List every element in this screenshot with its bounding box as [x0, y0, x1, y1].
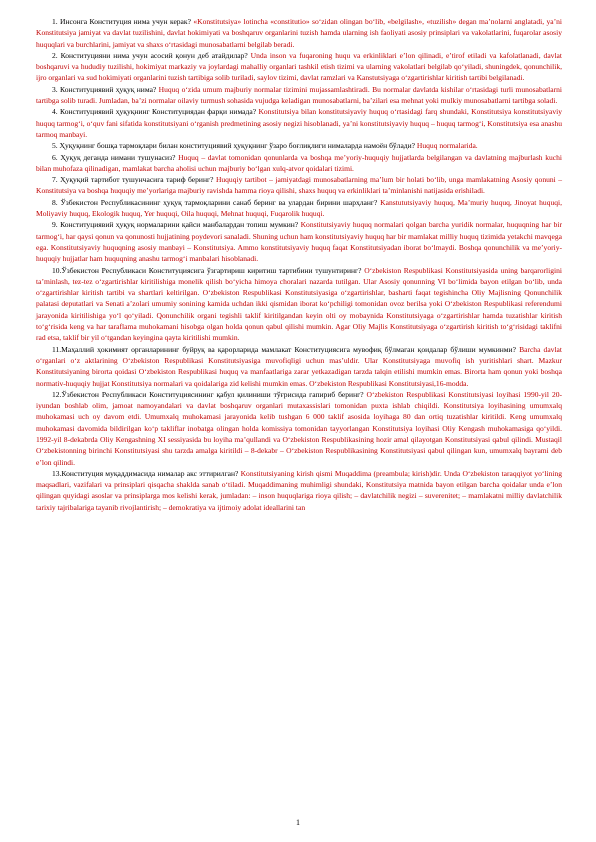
answer-text: Barcha davlat o‘rganlari o‘z aktlarining O‘zbekiston Respublikasi Konstitutsiyasiga muvofiqligi uchun mas’uldir. Ular Konstitutsiyaga muvofiq ish yuritishlari shart. Mazkur Konstitutsiyaning birorta qoidasi O‘zbekiston Respublikasi huquq va manfaatlariga zarar yetkazadigan tarzda talqin etilishi mumkin emas. Birorta ham qonun yoki boshqa normativ-huquqiy hujjat Konstitutsiya normalari va qoidalariga zid kelishi mumkin emas. O‘zbekiston Respublikasi Konstitutsiyasi,16-modda.: [36, 344, 562, 388]
answer-text: Huquqiy tartibot – jamiyatdagi munosabatlarning ma’lum bir holati bo‘lib, unga mamlakatning Asosiy qonuni – Konstitutsiya va boshqa huquqiy me’yorlariga majburiy ravishda hamma rioya qilishi, shaxs huquq va erkinliklari ta’minlanishi natijasida erishiladi.: [36, 175, 562, 196]
qa-item-10: [36, 265, 562, 344]
qa-item-12: [36, 389, 562, 468]
qa-item-7: [36, 174, 562, 197]
qa-item-13: [36, 468, 562, 513]
answer-text: Huquq normalarida.: [416, 141, 478, 151]
answer-text: Kanstututsiyaviy huquq, Ma’muriy huquq, Jinoyat huquqi, Moliyaviy huquq, Ekologik huquq, Yer huquqi, Oila huquqi, Mehnat huquqi, Fuqarolik huquqi.: [36, 197, 563, 219]
question-text: 5. Ҳуқуқнинг бошқа тармоқлари билан конституциявий ҳуқуқнинг ўзаро боғлиқлиги нималарда намоён бўлади?: [52, 141, 416, 151]
answer-text: Unda inson va fuqaroning huqu va erkinliklari e’lon qilinadi, e’tirof etiladi va kafolatlanadi, davlat boshqaruvi va hududiy tuzilishi, hokimiyat markaziy va joylardagi mahalliy organlari tashkil etish tizimi va ularning vakolatlari belgilab qo‘yiladi, shuningdek, qonunchilik, ijro organlari va sud hokimiyati organlarini tuzish tartibiga solib turiladi, saylov tizimi, davlat ramzlari va Kanstutsiyaga o‘zgartirishlar kiritish tartibi belgilanadi.: [36, 50, 562, 83]
question-text: 12.Ўзбекистон Республикаси Конституциясининг қабул қилиниши тўғрисида гапириб беринг?: [52, 389, 364, 399]
answer-text: Huquq – davlat tomonidan qonunlarda va boshqa me’yoriy-huquqiy hujjatlarda belgilangan va davlatning majburlash kuchi bilan muhofaza qilinadigan, mamlakat barcha aholisi uchun majburiy bo‘lgan xulq-atvor qoidalari tizimi.: [36, 152, 562, 173]
qa-item-8: [36, 197, 562, 220]
question-text: 2. Конституцияни нима учун асосий қонун деб атайдилар?: [52, 50, 248, 60]
question-text: 6. Ҳуқуқ деганда нимани тушунасиз?: [52, 152, 176, 162]
answer-text: O‘zbekiston Respublikasi Konstitutsiyasi loyihasi 1990-yil 20-iyundan boshlab olim, jamoat namoyandalari va davlat boshqaruv organlari mutaxassislari tomonidan puxta ishlab chiqildi. Konstitutsiya loyihasining umumxalq muhokamasi uch oy davom etdi. Umumxalq muhokamasi jarayonida kelib tushgan 6 000 taklif asosida loyihaga 80 dan ortiq tuzatishlar kiritildi. Keng umumxalq muhokamasi davomida bildirilgan ko‘p takliflar inobatga olingan holda komissiya tomonidan tayyorlangan Konstitutsiya loyihasi Oliy Kengash muhokamasiga qo‘yildi. 1992-yil 8-dekabrda Oliy Kengashning XI sessiyasida bu loyiha ma’qullandi va O‘zbekiston Respublikasining hozir amal qilayotgan Konstitutsiyasi qabul qilindi. Mustaqil O‘zbekistonning birinchi Konstitutsiyasi shu tarzda amalga kiritildi – 8-dekabr – O‘zbekiston Respublikasining Konstitutsiyasi qabul qilingan kun, umumxalq bayrami deb e’lon qilindi.: [36, 389, 563, 467]
answer-text: Konstitutsiyaviy huquq normalari qolgan barcha yuridik normalar, huquqning har bir tarmog‘i, har qaysi qonun va qonunosti hujjatining poydevori sanaladi. Shuning uchun ham konstitutsiyaviy huquq har bir mamlakat milliy huquq tizimida yetakchi mavqega ega. Konstitutsiyaviy huquqning asosiy manbayi – Konstitutsiya. Ammo konstitutsiyaviy huquq faqat Konstitutsiyadan iborat bo‘lmaydi. Boshqa qonunchilik va me’yoriy-huquqiy hujjatlar ham huquqning anashu tarmog‘i manbalari hisoblanadi.: [36, 220, 562, 264]
question-text: 9. Конституциявий ҳуқуқ нормаларини қайси манбалардан топиш мумкин?: [52, 220, 299, 230]
qa-item-6: [36, 152, 562, 175]
question-text: 3. Конституциявий ҳуқуқ нима?: [52, 84, 157, 94]
answer-text: Konstitutsiyaning kirish qismi Muqaddima (preambula; kirish)dir. Unda O‘zbekiston taraqqiyot yo‘lining maqsadlari, vazifalari va prinsiplari qisqacha shaklda sanab o‘tiladi. Muqaddimaning muhimligi shundaki, Konstitutsiya matnida bayon etilgan barcha qoidalar unda e’lon qilingan quyidagi asoslar va prinsiplarga mos kelishi kerak, jumladan: – inson huquqlariga rioya qilish; – davlatchilik negizi – suverenitet; – mamlakatni milliy davlatchilik tarixiy tajribalariga tayanib rivojlantirish; – demokratiya va ijtimoiy adolat ideallarini tan: [36, 468, 562, 512]
answer-text: «Konstitutsiya» lotincha «constitutio» so‘zidan olingan bo‘lib, «belgilash», «tuzilish» degan ma’nolarni anglatadi, ya’ni Konstitutsiya jamiyat va davlat tuzilishini, davlat hokimiyati va boshqaruv organlarini tuzish hamda ularning ish faoliyati asosiy prinsiplari va vakolatlarini, fuqarolar asosiy huquqlari va burchlarini, jamiyat va shaxs o‘rtasidagi munosabatlarni belgilab beradi.: [36, 17, 562, 49]
question-text: 13.Конституция муқаддимасида нималар акс эттирилган?: [52, 468, 239, 478]
answer-text: Konstitutsiya bilan konstitutsiyaviy huquq o‘rtasidagi farq shundaki, Konstitutsiya konstitutsiyaviy huquq tarmog‘i, o‘quv fani sifatida konstitutsiyani o‘rganish predmetining asosiy negizi hisoblanadi, ya’ni konstitutsiyaviy huquq – huquq tarmog‘i, Konstitutsiya esa anashu tarmoq manbayi.: [36, 107, 562, 139]
page-number: 1: [296, 818, 300, 827]
question-text: 8. Ўзбекистон Республикасининг ҳуқуқ тармоқларини санаб беринг ва улардан бирини шарҳланг?: [52, 197, 378, 207]
answer-text: Huquq o‘zida umum majburiy normalar tizimini mujassamlashtiradi. Bu normalar davlatda kishilar o‘rtasidagi turli munosabatlarni tartibga solib turadi. Jumladan, ba’zi normalar oilaviy turmush sohasida vujudga keladigan munosabatlarni, ba’zilari esa mehnat yoki mulkiy munosabatlarni tartibga soladi.: [36, 84, 562, 106]
qa-item-2: [36, 50, 562, 84]
question-text: 10.Ўзбекистон Республикаси Конституциясига ўзгартириш киритиш тартибини тушунтиринг?: [52, 265, 362, 275]
question-answer-list: [36, 16, 562, 513]
question-text: 1. Инсонга Конституция нима учун керак?: [52, 17, 191, 26]
question-text: 11.Маҳаллий ҳокимият органларининг буйруқ ва қарорларида мамлакат Конституциясига мувофиқ бўлмаган қоидалар бўлиши мумкинми?: [52, 344, 516, 354]
qa-item-3: [36, 84, 562, 107]
question-text: 7. Ҳуқуқий тартибот тушунчасига тариф беринг?: [52, 175, 214, 185]
question-text: 4. Конституциявий ҳуқуқнинг Конституциядан фарқи нимада?: [52, 107, 257, 117]
qa-item-1: [36, 16, 562, 50]
answer-text: O‘zbekiston Respublikasi Konstitutsiyasida uning barqarorligini ta’minlash, tez-tez o‘zgartirishlar kiritilishiga monelik qilish bo‘yicha himoya choralari nazarda tutilgan. Ular Asosiy qonunning VI bo‘limida bayon etilgan bo‘lib, unda o‘zgartirishlar kiritish tartibi va shartlari keltirilgan. O‘zbekiston Respublikasi Konstitutsiyasiga o‘zgartirishlar, basharti faqat tegishincha Oliy Majlisning Qonunchilik palatasi deputatlari va Senati a’zolari umumiy sonining kamida uchdan ikki qismidan iborat ko‘pchiligi tomonidan ovoz berilsa yoki O‘zbekiston Respublikasi referendumi jarayonida kiritilishiga yo‘l qo‘yiladi. Qonunchilik organi tegishli taklif kiritilgandan keyin olti oy mobaynida Konstitutsiyaga o‘zgartirishlar hamda tuzatishlar kiritish to‘g‘risida keng va har taraflama muhokamani hisobga olgan holda qonun qabul qilishi mumkin. Agar Oliy Majlis Konstitutsiyaga o‘zgartirish kiritish to‘g‘risidagi taklifni rad etsa, taklif bir yil o‘tgandan keyingina qayta kiritilishi mumkin.: [36, 265, 562, 343]
qa-item-9: [36, 219, 562, 264]
qa-item-4: [36, 106, 562, 140]
qa-item-11: [36, 344, 562, 389]
qa-item-5: [36, 140, 562, 151]
